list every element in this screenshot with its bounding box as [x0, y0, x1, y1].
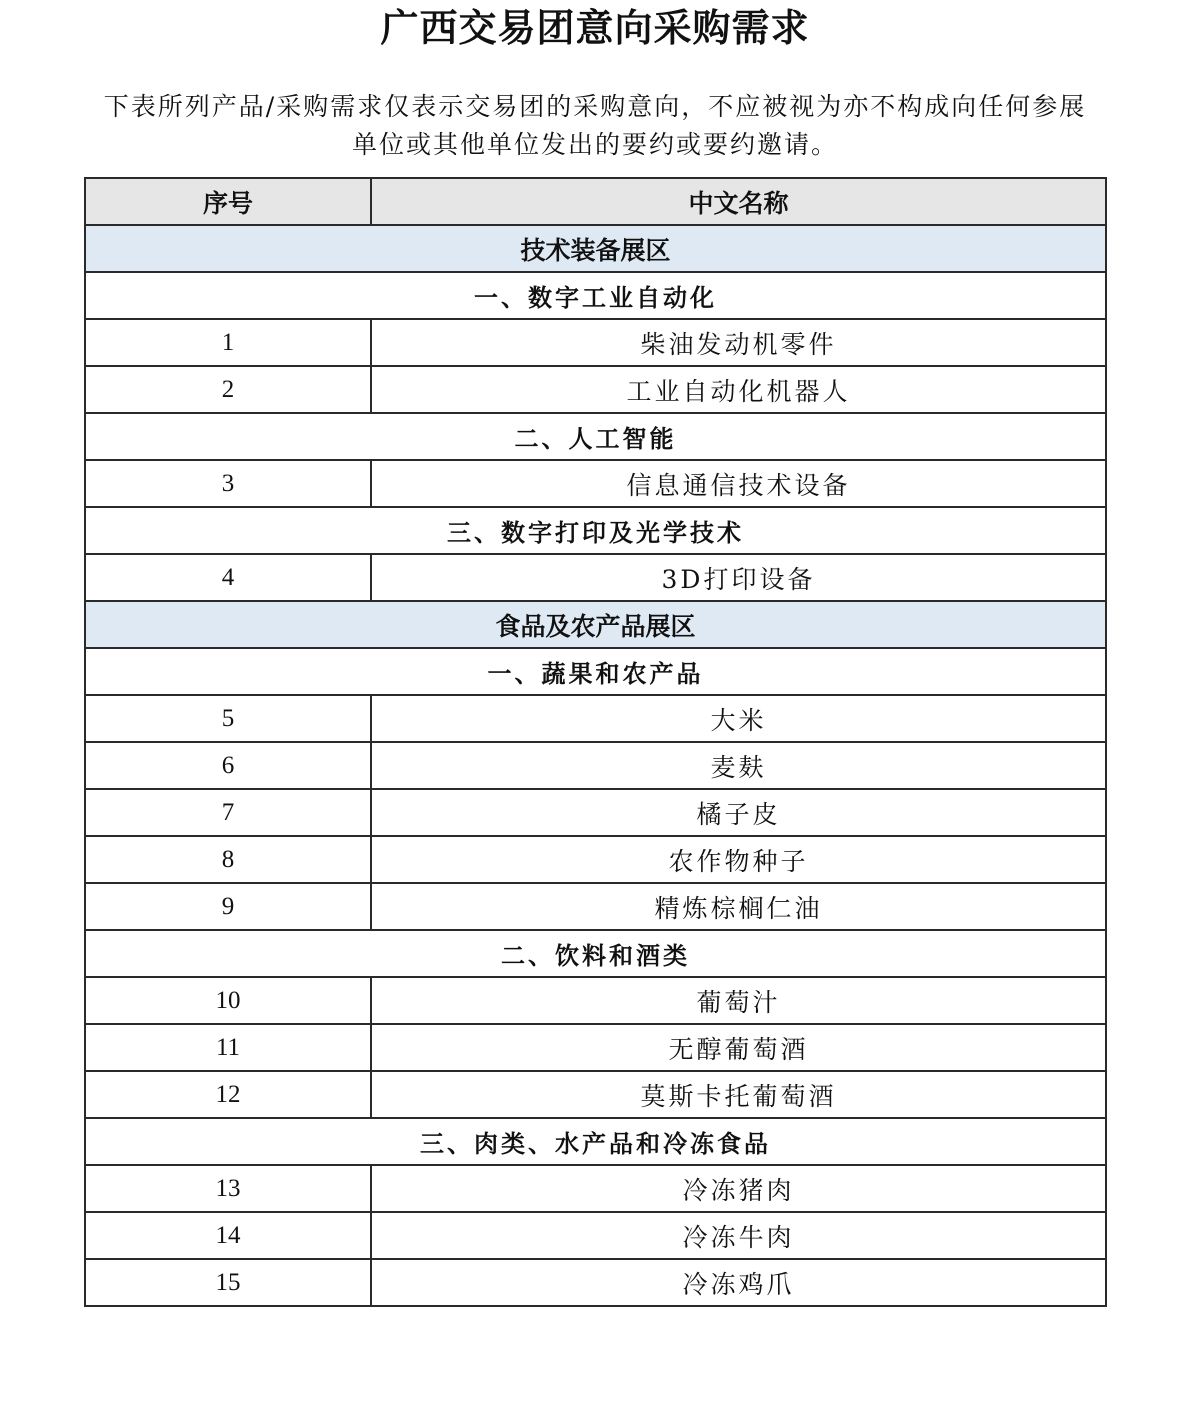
table-row — [85, 1259, 1106, 1306]
zone-row — [85, 225, 1106, 272]
category-label: 三、数字打印及光学技术 — [85, 507, 1106, 554]
table-row — [85, 1024, 1106, 1071]
table-row — [85, 789, 1106, 836]
item-number: 5 — [85, 695, 371, 742]
page-title: 广西交易团意向采购需求 — [380, 6, 810, 50]
item-name: 大米 — [371, 695, 1106, 742]
item-name: 柴油发动机零件 — [371, 319, 1106, 366]
item-number: 4 — [85, 554, 371, 601]
item-number: 11 — [85, 1024, 371, 1071]
item-name: 3D打印设备 — [371, 554, 1106, 601]
item-name: 冷冻鸡爪 — [371, 1259, 1106, 1306]
zone-row — [85, 601, 1106, 648]
item-name: 精炼棕榈仁油 — [371, 883, 1106, 930]
table-row — [85, 1165, 1106, 1212]
item-number: 9 — [85, 883, 371, 930]
item-number: 14 — [85, 1212, 371, 1259]
category-row — [85, 648, 1106, 695]
item-name: 农作物种子 — [371, 836, 1106, 883]
notice-line: 下表所列产品/采购需求仅表示交易团的采购意向，不应被视为亦不构成向任何参展 — [103, 92, 1087, 121]
table-row — [85, 695, 1106, 742]
table-row — [85, 742, 1106, 789]
table-row — [85, 836, 1106, 883]
item-number: 12 — [85, 1071, 371, 1118]
category-row — [85, 272, 1106, 319]
item-number: 13 — [85, 1165, 371, 1212]
category-row — [85, 413, 1106, 460]
item-name: 莫斯卡托葡萄酒 — [371, 1071, 1106, 1118]
procurement-table — [84, 177, 1107, 1307]
category-label: 一、数字工业自动化 — [85, 272, 1106, 319]
item-name: 麦麸 — [371, 742, 1106, 789]
table-row — [85, 319, 1106, 366]
item-name: 冷冻牛肉 — [371, 1212, 1106, 1259]
zone-label: 技术装备展区 — [85, 225, 1106, 272]
table-header-row — [85, 178, 1106, 225]
table-row — [85, 366, 1106, 413]
table-row — [85, 883, 1106, 930]
item-number: 6 — [85, 742, 371, 789]
item-number: 2 — [85, 366, 371, 413]
column-header-number: 序号 — [85, 178, 371, 225]
notice-line: 单位或其他单位发出的要约或要约邀请。 — [351, 130, 838, 159]
item-number: 1 — [85, 319, 371, 366]
table-row — [85, 1071, 1106, 1118]
item-number: 15 — [85, 1259, 371, 1306]
item-name: 冷冻猪肉 — [371, 1165, 1106, 1212]
zone-label: 食品及农产品展区 — [85, 601, 1106, 648]
table-row — [85, 460, 1106, 507]
item-number: 8 — [85, 836, 371, 883]
column-header-name: 中文名称 — [371, 178, 1106, 225]
item-number: 7 — [85, 789, 371, 836]
category-label: 一、蔬果和农产品 — [85, 648, 1106, 695]
category-label: 二、饮料和酒类 — [85, 930, 1106, 977]
table-row — [85, 1212, 1106, 1259]
item-number: 10 — [85, 977, 371, 1024]
category-row — [85, 1118, 1106, 1165]
item-name: 葡萄汁 — [371, 977, 1106, 1024]
item-name: 信息通信技术设备 — [371, 460, 1106, 507]
table-row — [85, 977, 1106, 1024]
category-row — [85, 930, 1106, 977]
category-label: 三、肉类、水产品和冷冻食品 — [85, 1118, 1106, 1165]
category-row — [85, 507, 1106, 554]
item-name: 工业自动化机器人 — [371, 366, 1106, 413]
notice-text — [90, 88, 1100, 164]
item-number: 3 — [85, 460, 371, 507]
item-name: 橘子皮 — [371, 789, 1106, 836]
category-label: 二、人工智能 — [85, 413, 1106, 460]
table-row — [85, 554, 1106, 601]
item-name: 无醇葡萄酒 — [371, 1024, 1106, 1071]
table-body — [85, 225, 1106, 1306]
